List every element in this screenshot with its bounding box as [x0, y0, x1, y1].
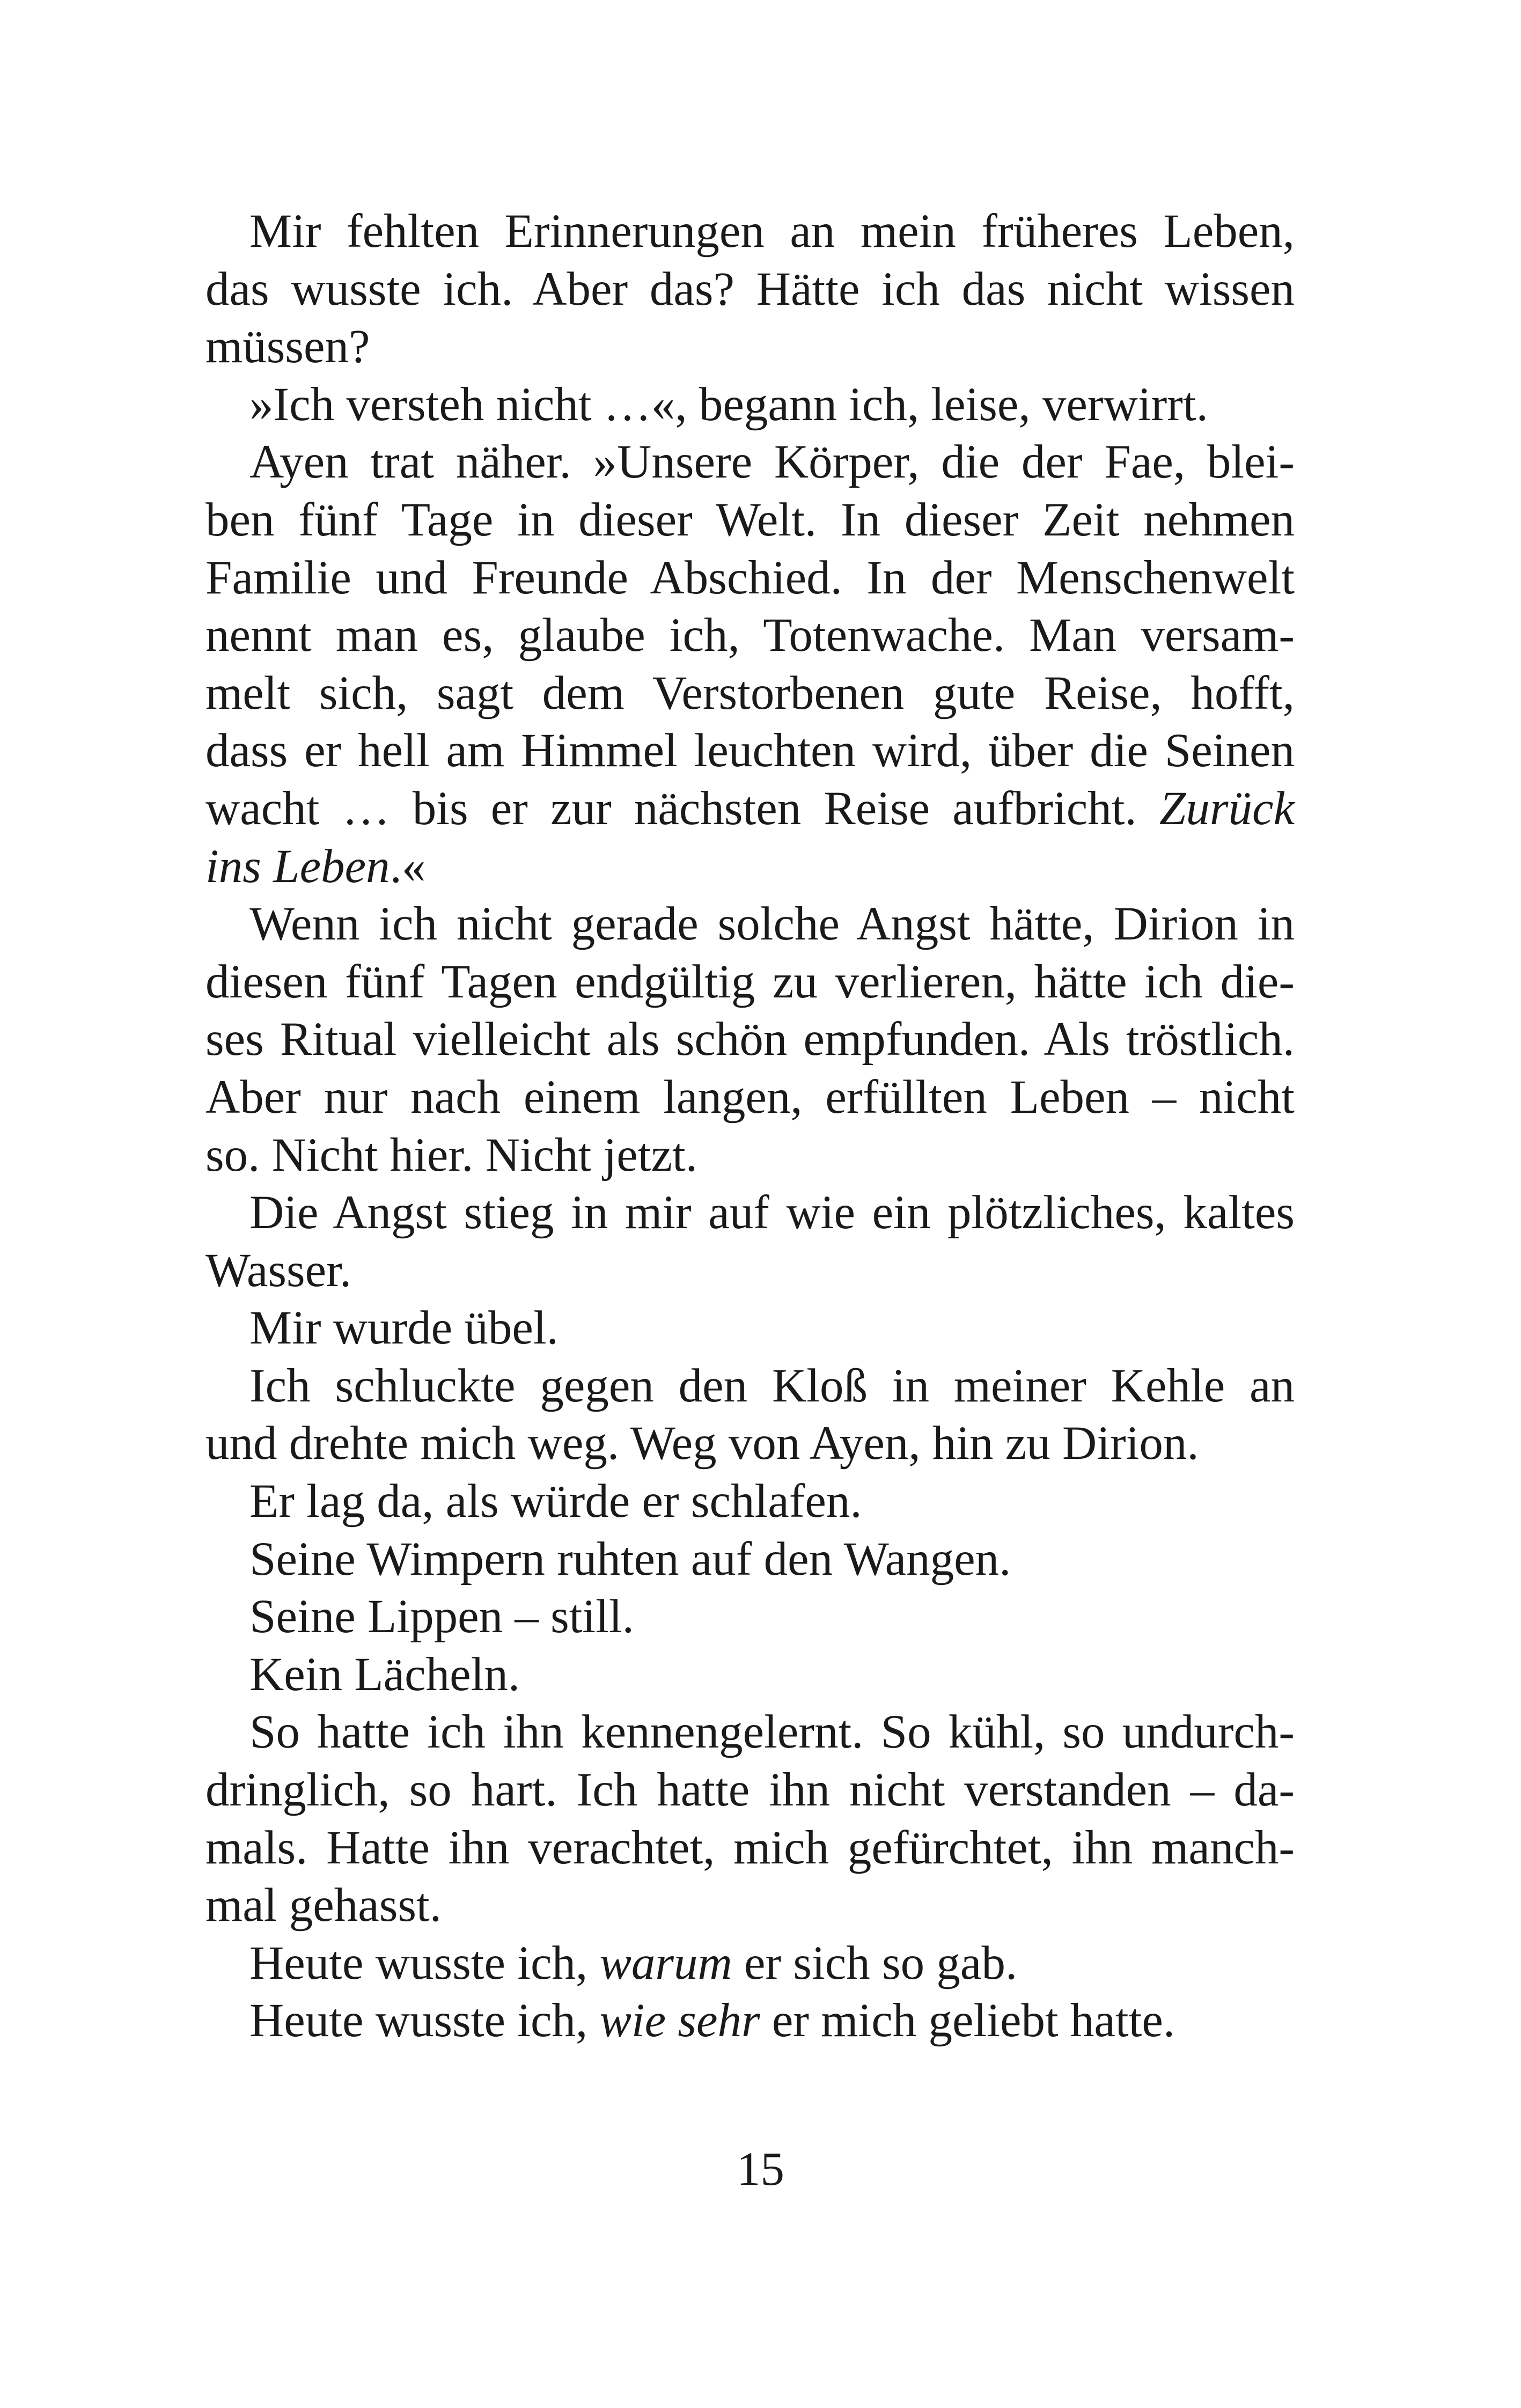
text-line: [205, 1127, 1295, 1185]
text-line: [205, 1761, 1295, 1819]
text-segment: Wasser.: [205, 1244, 352, 1297]
text-segment: Seine Lippen – still.: [249, 1590, 634, 1643]
text-segment: und drehte mich weg. Weg von Ayen, hin zu Dirion.: [205, 1417, 1199, 1470]
text-segment: Heute wusste ich,: [249, 1994, 600, 2047]
text-line: [205, 434, 1295, 491]
text-line: [205, 1473, 1295, 1531]
text-segment: Familie und Freunde Abschied. In der Menschenwelt: [205, 551, 1295, 604]
text-line: [205, 665, 1295, 723]
text-line: [205, 491, 1295, 549]
text-line: [205, 1184, 1295, 1242]
text-line: [205, 895, 1295, 953]
text-line: [205, 1531, 1295, 1589]
text-segment: wacht … bis er zur nächsten Reise aufbricht.: [205, 782, 1159, 835]
text-segment: Aber nur nach einem langen, erfüllten Leben – nicht: [205, 1070, 1295, 1124]
page-number: 15: [737, 2143, 784, 2196]
text-line: [205, 1011, 1295, 1069]
text-segment: »Ich versteh nicht …«, begann ich, leise, verwirrt.: [249, 378, 1208, 431]
text-line: [205, 1819, 1295, 1877]
text-segment: dass er hell am Himmel leuchten wird, über die Seinen: [205, 724, 1295, 777]
text-line: [205, 261, 1295, 319]
text-line: [205, 1704, 1295, 1761]
text-segment: nennt man es, glaube ich, Totenwache. Man versam-: [205, 609, 1295, 662]
italic-text-segment: ins Leben: [205, 840, 390, 893]
text-segment: Er lag da, als würde er schlafen.: [249, 1475, 862, 1528]
italic-text-segment: warum: [599, 1936, 732, 1989]
text-segment: er mich geliebt hatte.: [760, 1994, 1175, 2047]
text-segment: er sich so gab.: [732, 1936, 1018, 1989]
text-line: [205, 1935, 1295, 1993]
text-segment: das wusste ich. Aber das? Hätte ich das nicht wissen: [205, 262, 1295, 315]
text-segment: dringlich, so hart. Ich hatte ihn nicht verstanden – da-: [205, 1764, 1295, 1817]
text-line: [205, 1300, 1295, 1357]
text-line: [205, 1588, 1295, 1646]
text-segment: diesen fünf Tagen endgültig zu verlieren, hätte ich die-: [205, 955, 1295, 1008]
text-segment: Kein Lächeln.: [249, 1648, 520, 1701]
text-segment: Heute wusste ich,: [249, 1936, 600, 1989]
text-line: [205, 607, 1295, 665]
text-segment: Ayen trat näher. »Unsere Körper, die der Fae, blei-: [249, 436, 1295, 489]
text-line: [205, 1877, 1295, 1935]
text-segment: Ich schluckte gegen den Kloß in meiner Kehle an: [249, 1359, 1295, 1412]
text-line: [205, 318, 1295, 376]
text-line: [205, 376, 1295, 434]
text-segment: müssen?: [205, 320, 370, 373]
text-segment: ben fünf Tage in dieser Welt. In dieser Zeit nehmen: [205, 493, 1295, 546]
text-segment: ses Ritual vielleicht als schön empfunden. Als tröstlich.: [205, 1013, 1295, 1066]
text-segment: Mir fehlten Erinnerungen an mein früheres Leben,: [249, 205, 1295, 258]
text-line: [205, 953, 1295, 1011]
text-segment: melt sich, sagt dem Verstorbenen gute Reise, hofft,: [205, 666, 1295, 720]
text-line: [205, 1646, 1295, 1704]
text-segment: Seine Wimpern ruhten auf den Wangen.: [249, 1532, 1011, 1585]
text-line: [205, 1242, 1295, 1300]
text-segment: Wenn ich nicht gerade solche Angst hätte, Dirion in: [249, 898, 1295, 951]
text-segment: .«: [390, 840, 426, 893]
text-line: [205, 1357, 1295, 1415]
text-segment: Die Angst stieg in mir auf wie ein plötzliches, kaltes: [249, 1186, 1295, 1239]
text-segment: so. Nicht hier. Nicht jetzt.: [205, 1128, 697, 1181]
body-text: [205, 203, 1295, 2050]
text-line: [205, 1415, 1295, 1473]
text-line: [205, 780, 1295, 838]
text-line: [205, 203, 1295, 261]
text-line: [205, 1992, 1295, 2050]
text-line: [205, 549, 1295, 607]
text-segment: mals. Hatte ihn verachtet, mich gefürchtet, ihn manch-: [205, 1821, 1295, 1874]
text-segment: So hatte ich ihn kennengelernt. So kühl, so undurch-: [249, 1706, 1295, 1759]
text-segment: Mir wurde übel.: [249, 1302, 559, 1355]
text-line: [205, 722, 1295, 780]
text-line: [205, 838, 1295, 896]
italic-text-segment: Zurück: [1159, 782, 1295, 835]
italic-text-segment: wie sehr: [599, 1994, 760, 2047]
text-segment: mal gehasst.: [205, 1879, 442, 1932]
text-line: [205, 1069, 1295, 1127]
